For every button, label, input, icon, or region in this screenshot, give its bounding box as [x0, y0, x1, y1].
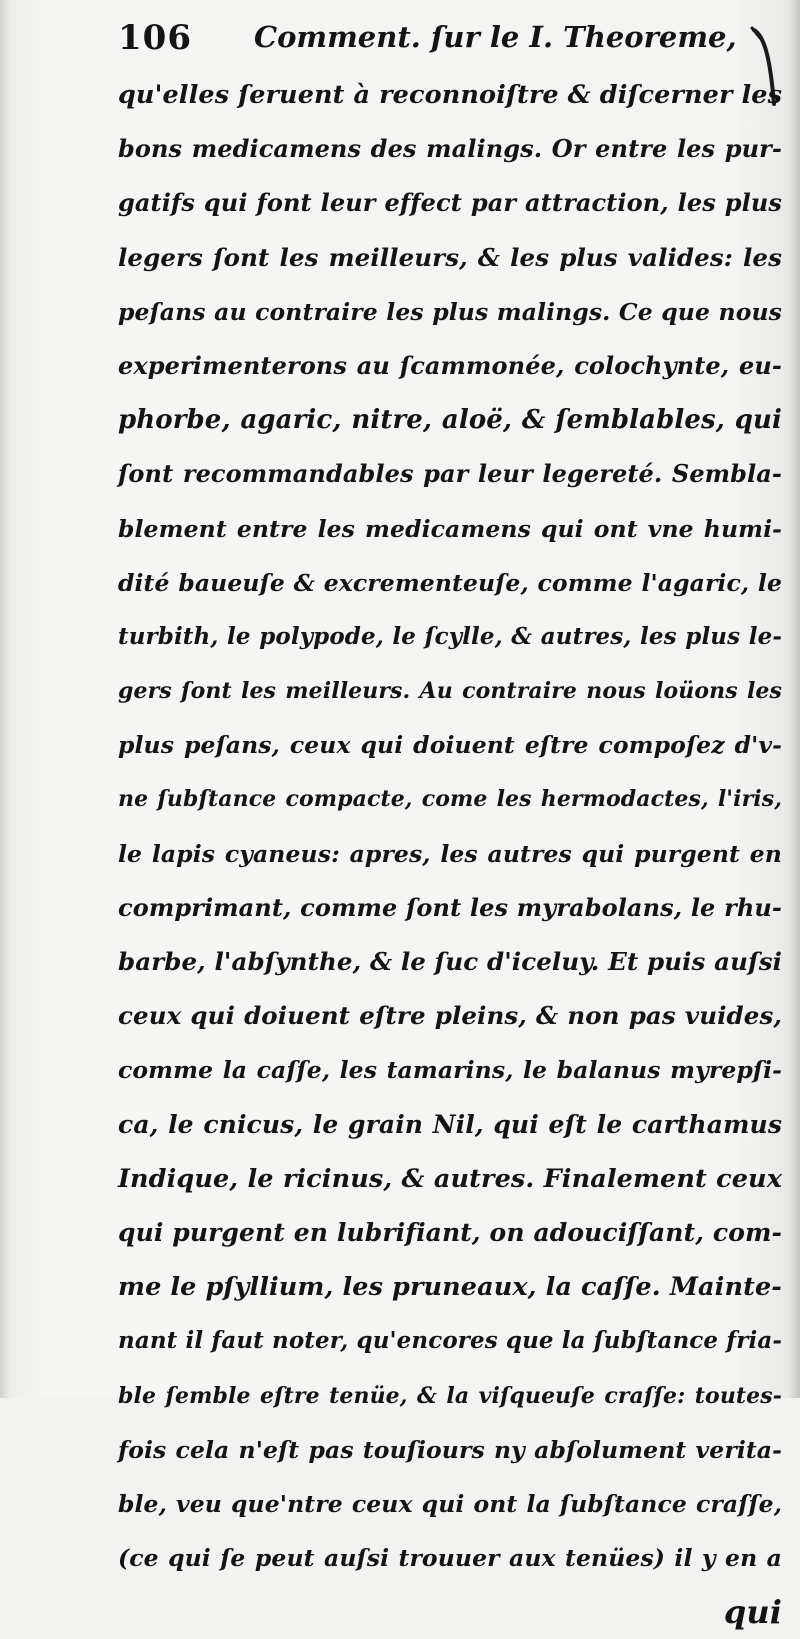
- text-line: ca, le cnicus, le grain Nil, qui eſt le carthamus: [118, 1109, 782, 1139]
- text-line: comme la caſſe, les tamarins, le balanus myrepſi-: [118, 1056, 782, 1085]
- text-line: dité baueuſe & excrementeuſe, comme l'agaric, le: [118, 568, 782, 597]
- text-line: ſont recommandables par leur legereté. Sembla-: [118, 459, 782, 489]
- text-line: comprimant, comme ſont les myrabolans, le rhu-: [118, 892, 782, 922]
- text-line: gers ſont les meilleurs. Au contraire nous loüons les: [118, 678, 782, 705]
- text-line: me le pſyllium, les pruneaux, la caſſe. Mainte-: [118, 1272, 782, 1303]
- catchword: qui: [723, 1593, 782, 1632]
- text-line: turbith, le polypode, le ſcylle, & autres, les plus le-: [118, 622, 782, 650]
- page-right-shadow: [788, 0, 800, 1398]
- running-head: Comment. ſur le I. Theoreme,: [254, 20, 737, 54]
- body-text: [118, 68, 782, 1639]
- text-line: barbe, l'abſynthe, & le ſuc d'iceluy. Et puis auſsi: [118, 947, 782, 976]
- text-line: legers ſont les meilleurs, & les plus valides: les: [118, 242, 782, 272]
- text-line: le lapis cyaneus: apres, les autres qui purgent en: [118, 839, 782, 868]
- text-line: ne ſubſtance compacte, come les hermodactes, l'iris,: [118, 786, 782, 813]
- page-number: 106: [118, 18, 192, 58]
- page-header: [118, 12, 778, 70]
- text-line: fois cela n'eſt pas touſiours ny abſolument verita-: [118, 1435, 782, 1464]
- text-line: nant il faut noter, qu'encores que la ſubſtance fria-: [118, 1327, 782, 1355]
- text-line: plus peſans, ceux qui doiuent eſtre compoſez d'v-: [118, 731, 782, 760]
- text-line: ceux qui doiuent eſtre pleins, & non pas vuides,: [118, 1001, 782, 1031]
- page-left-shadow: [0, 0, 10, 1398]
- text-line: experimenterons au ſcammonée, colochynte, eu-: [118, 350, 782, 380]
- text-line: peſans au contraire les plus malings. Ce que nous: [118, 297, 782, 326]
- text-line: blement entre les medicamens qui ont vne humi-: [118, 514, 782, 543]
- text-line: bons medicamens des malings. Or entre les pur-: [118, 134, 782, 164]
- text-line: ble ſemble eſtre tenüe, & la viſqueuſe craſſe: toutes-: [118, 1382, 782, 1409]
- text-line: phorbe, agaric, nitre, aloë, & ſemblables, qui: [118, 405, 782, 436]
- text-line: qui purgent en lubrifiant, on adouciſſant, com-: [118, 1217, 782, 1247]
- text-line: (ce qui ſe peut auſsi trouuer aux tenües) il y en a: [118, 1544, 782, 1573]
- text-line: qu'elles ſeruent à reconnoiſtre & diſcerner les: [118, 80, 783, 110]
- text-line: ble, veu que'ntre ceux qui ont la ſubſtance craſſe,: [118, 1489, 782, 1518]
- text-line: gatifs qui font leur effect par attraction, les plus: [118, 188, 782, 218]
- text-line: Indique, le ricinus, & autres. Finalement ceux: [118, 1163, 782, 1194]
